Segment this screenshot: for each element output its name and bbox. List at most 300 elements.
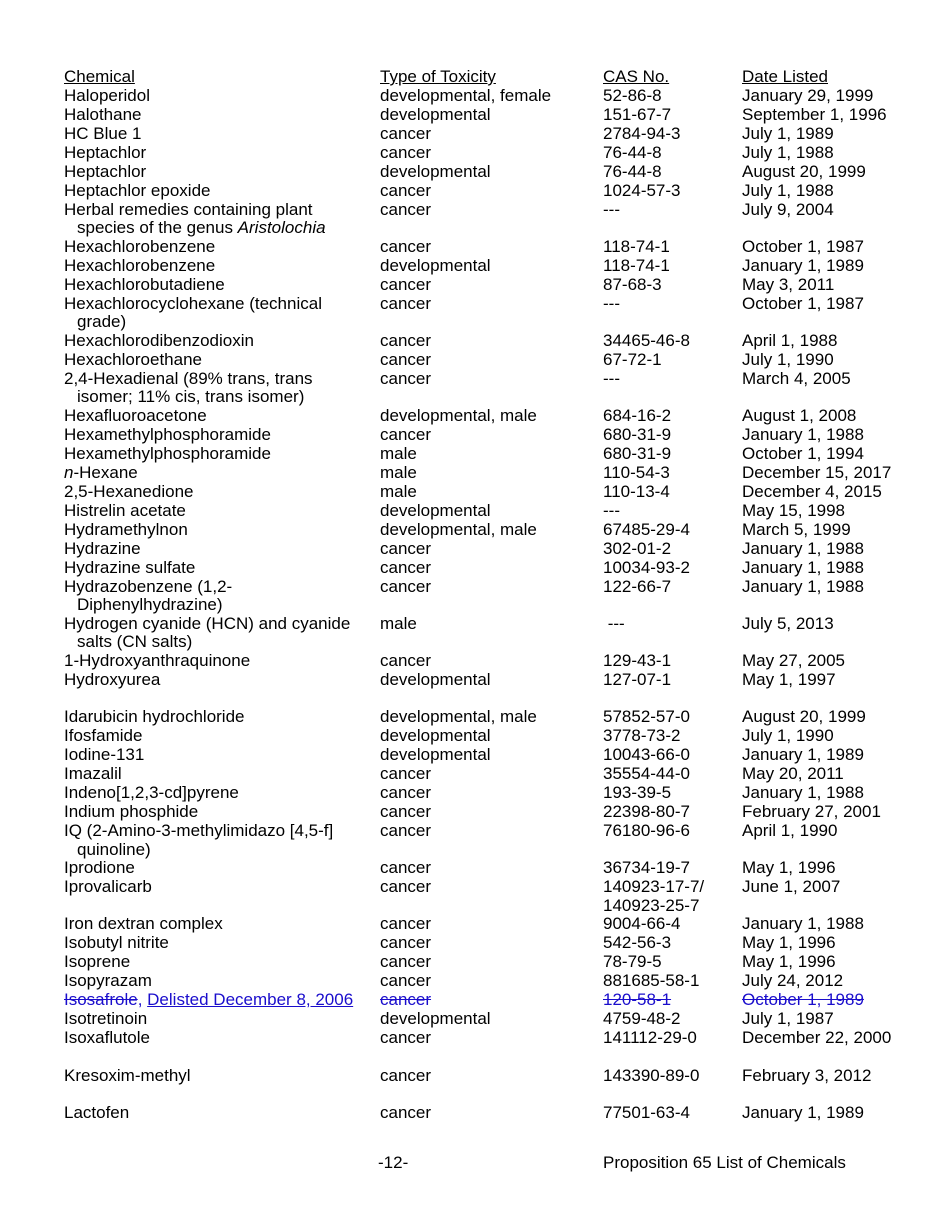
chemical-name: [64, 483, 364, 502]
toxicity-type: cancer: [380, 764, 432, 784]
table-row: [64, 578, 924, 615]
page-number: -12-: [378, 1153, 409, 1172]
chemical-name: [64, 708, 364, 727]
cas-number: [603, 144, 662, 163]
chemical-name-text: [64, 746, 364, 765]
cas-number-text: 2784-94-3: [603, 123, 681, 143]
toxicity-type: male: [380, 481, 417, 501]
date-listed: July 1, 1987: [742, 1009, 834, 1029]
toxicity-type: cancer: [380, 576, 432, 596]
cas-number: [603, 765, 690, 784]
cas-number: [603, 878, 704, 915]
chemical-name-text: [64, 464, 364, 483]
table-row: [64, 727, 924, 746]
date-listed: August 20, 1999: [742, 707, 866, 727]
table-row: [64, 615, 924, 652]
date-listed: December 15, 2017: [742, 462, 892, 482]
chemical-name: [64, 464, 364, 483]
cas-number-text: 302-01-2: [603, 538, 672, 558]
chemical-name: [64, 953, 364, 972]
chemical-name-text: [64, 521, 364, 540]
toxicity-type: cancer: [380, 330, 432, 350]
table-row: [64, 934, 924, 953]
date-listed: December 22, 2000: [742, 1028, 892, 1048]
table-row: [64, 991, 924, 1010]
chemical-name-text: [64, 502, 364, 521]
chemical-name: [64, 934, 364, 953]
cas-number: [603, 803, 690, 822]
cas-number: [603, 464, 670, 483]
cas-number-text: 35554-44-0: [603, 764, 690, 784]
table-row: [64, 803, 924, 822]
table-row: [64, 351, 924, 370]
date-listed: August 20, 1999: [742, 161, 866, 181]
date-listed: January 1, 1988: [742, 914, 864, 934]
date-listed: July 24, 2012: [742, 971, 844, 991]
cas-number: [603, 859, 690, 878]
cas-number: [603, 540, 671, 559]
chemical-name-main: Iron dextran complex: [64, 914, 223, 934]
table-row: [64, 182, 924, 201]
chemical-name-main: Histrelin acetate: [64, 500, 186, 520]
chemical-name-main: Idarubicin hydrochloride: [64, 707, 245, 727]
header-type-of-toxicity: Type of Toxicity: [380, 67, 496, 86]
table-row: [64, 426, 924, 445]
cas-number: [603, 578, 671, 597]
date-listed: January 1, 1988: [742, 424, 864, 444]
toxicity-type: cancer: [380, 180, 432, 200]
chemical-name-main: Hexachlorobutadiene: [64, 274, 225, 294]
date-listed: October 1, 1989: [742, 990, 864, 1010]
chemical-name-main: Hydrogen cyanide (HCN) and cyanide salts (CN salts): [64, 613, 351, 652]
chemical-name: [64, 201, 364, 238]
chemical-name: [64, 559, 364, 578]
delisted-chemical-name: Isosafrole: [64, 990, 138, 1010]
date-listed: May 1, 1996: [742, 858, 836, 878]
chemical-name-text: [64, 276, 364, 295]
toxicity-type: developmental: [380, 500, 491, 520]
toxicity-type: cancer: [380, 933, 432, 953]
toxicity-type: cancer: [380, 142, 432, 162]
chemical-name-main: Kresoxim-methyl: [64, 1065, 191, 1085]
cas-number: [603, 521, 690, 540]
chemical-name-text: [64, 351, 364, 370]
table-row: [64, 464, 924, 483]
toxicity-type: developmental: [380, 669, 491, 689]
cas-number-text: 143390-89-0: [603, 1065, 700, 1085]
date-listed: July 1, 1988: [742, 142, 834, 162]
toxicity-type: developmental, female: [380, 85, 552, 105]
chemical-name: [64, 1104, 364, 1123]
table-row: [64, 483, 924, 502]
chemical-name: [64, 615, 364, 652]
date-listed: May 3, 2011: [742, 274, 835, 294]
cas-number-text: 1024-57-3: [603, 180, 681, 200]
chemical-name: [64, 445, 364, 464]
cas-number: [603, 332, 690, 351]
chemical-name-main: Imazalil: [64, 764, 122, 784]
header-chemical: Chemical: [64, 67, 135, 86]
chemical-name-text: [64, 972, 364, 991]
toxicity-type: cancer: [380, 349, 432, 369]
chemical-name-text: [64, 615, 364, 652]
table-row: [64, 1104, 924, 1123]
toxicity-type: male: [380, 462, 417, 482]
cas-number-text: 193-39-5: [603, 783, 672, 803]
chemical-name: [64, 144, 364, 163]
cas-number-text: 680-31-9: [603, 443, 672, 463]
cas-number-text: ---: [603, 500, 620, 520]
chemical-name: [64, 652, 364, 671]
cas-number: [603, 991, 671, 1010]
toxicity-type: cancer: [380, 971, 432, 991]
chemical-name: [64, 822, 364, 859]
date-listed: July 9, 2004: [742, 199, 834, 219]
cas-number: [603, 502, 620, 521]
chemical-name-main: Hydrazine sulfate: [64, 557, 196, 577]
cas-number-text: 118-74-1: [603, 255, 670, 275]
table-row: [64, 332, 924, 351]
chemical-name-text: [64, 671, 364, 690]
chemical-name: [64, 765, 364, 784]
chemical-name-text: [64, 370, 364, 407]
cas-number-text: 34465-46-8: [603, 330, 690, 350]
chemical-name-main: Iprovalicarb: [64, 877, 152, 897]
chemical-name-main: 2,5-Hexanedione: [64, 481, 194, 501]
cas-number: [603, 106, 671, 125]
chemical-name-text: [64, 483, 364, 502]
chemical-name: [64, 238, 364, 257]
chemical-name-main: Ifosfamide: [64, 726, 143, 746]
chemical-name: [64, 1029, 364, 1048]
chemical-name-text: [64, 257, 364, 276]
table-row: [64, 445, 924, 464]
header-cas-no: CAS No.: [603, 67, 670, 86]
chemical-name-text: [64, 784, 364, 803]
cas-number: [603, 426, 671, 445]
chemical-name: [64, 540, 364, 559]
cas-number-text: 680-31-9: [603, 424, 672, 444]
cas-number: [603, 784, 671, 803]
date-listed: July 1, 1990: [742, 726, 834, 746]
table-row: [64, 822, 924, 859]
table-row: [64, 276, 924, 295]
chemical-name-text: [64, 878, 364, 897]
date-listed: October 1, 1987: [742, 293, 864, 313]
chemical-name-main: Iprodione: [64, 858, 135, 878]
cas-number-text: 110-54-3: [603, 462, 670, 482]
chemical-name: [64, 1010, 364, 1029]
cas-number: [603, 1104, 690, 1123]
toxicity-type: cancer: [380, 123, 432, 143]
chemical-name: [64, 426, 364, 445]
chemical-name: [64, 521, 364, 540]
chemical-name: [64, 578, 364, 615]
chemical-name: [64, 859, 364, 878]
table-row: [64, 106, 924, 125]
date-listed: May 1, 1997: [742, 669, 836, 689]
toxicity-type: cancer: [380, 1065, 432, 1085]
chemical-name-text: [64, 426, 364, 445]
chemical-name: [64, 407, 364, 426]
cas-number: [603, 1067, 699, 1086]
chemical-name: [64, 915, 364, 934]
chemical-name-text: [64, 859, 364, 878]
chemical-name-main: Hexachlorobenzene: [64, 255, 216, 275]
chemical-name-main: Hydroxyurea: [64, 669, 161, 689]
toxicity-type: developmental: [380, 726, 491, 746]
chemical-name: [64, 295, 364, 332]
date-listed: January 1, 1988: [742, 576, 864, 596]
date-listed: May 1, 1996: [742, 933, 836, 953]
cas-number-text: 76180-96-6: [603, 821, 690, 841]
document-title: Proposition 65 List of Chemicals: [603, 1153, 846, 1172]
table-row: [64, 407, 924, 426]
cas-number-text: ---: [603, 613, 625, 633]
table-row: [64, 878, 924, 915]
cas-number: [603, 1029, 697, 1048]
header-date-listed: Date Listed: [742, 67, 828, 86]
toxicity-type: male: [380, 443, 417, 463]
chemical-name-text: [64, 953, 364, 972]
table-row: [64, 238, 924, 257]
toxicity-type: cancer: [380, 274, 432, 294]
date-listed: October 1, 1987: [742, 236, 864, 256]
toxicity-type: developmental, male: [380, 519, 537, 539]
chemical-name-text: [64, 295, 364, 332]
chemical-name-main: Haloperidol: [64, 85, 150, 105]
cas-number-secondary: 140923-25-7: [603, 895, 700, 915]
chemical-name: [64, 803, 364, 822]
cas-number: [603, 483, 670, 502]
table-row: [64, 559, 924, 578]
chemical-name-text: [64, 125, 364, 144]
cas-number: [603, 822, 690, 841]
date-listed: May 27, 2005: [742, 650, 846, 670]
chemical-name-text: [64, 445, 364, 464]
chemical-name: [64, 1067, 364, 1086]
chemical-name-main: Hydrazine: [64, 538, 141, 558]
date-listed: January 1, 1988: [742, 557, 864, 577]
toxicity-type: cancer: [380, 368, 432, 388]
chemical-name-main: Isotretinoin: [64, 1009, 148, 1029]
chemical-name: [64, 878, 364, 897]
cas-number-text: 87-68-3: [603, 274, 662, 294]
toxicity-type: cancer: [380, 802, 432, 822]
table-row: [64, 125, 924, 144]
cas-number-text: 141112-29-0: [603, 1028, 697, 1048]
chemical-name-text: [64, 934, 364, 953]
chemical-name-main: Hexafluoroacetone: [64, 405, 207, 425]
cas-number-text: 9004-66-4: [603, 914, 681, 934]
chemical-name-text: [64, 540, 364, 559]
chemical-name-main: Hexachlorocyclohexane (technical grade): [64, 293, 322, 332]
date-listed: February 27, 2001: [742, 802, 881, 822]
cas-number-text: 36734-19-7: [603, 858, 690, 878]
toxicity-type: cancer: [380, 293, 432, 313]
chemical-name-main: Isoxaflutole: [64, 1028, 150, 1048]
chemical-name-main: IQ (2-Amino-3-methylimidazo [4,5-f] quinoline): [64, 821, 334, 859]
chemical-name-main: -Hexane: [73, 462, 138, 482]
toxicity-type: male: [380, 613, 417, 633]
chemical-name-main: 2,4-Hexadienal (89% trans, trans isomer; 11% cis, trans isomer): [64, 368, 313, 407]
chemical-name-main: Hexachloroethane: [64, 349, 202, 369]
chemical-name-main: Heptachlor epoxide: [64, 180, 211, 200]
date-listed: October 1, 1994: [742, 443, 864, 463]
cas-number-text: 129-43-1: [603, 650, 672, 670]
table-row: [64, 540, 924, 559]
cas-number-text: ---: [603, 368, 620, 388]
date-listed: July 1, 1989: [742, 123, 834, 143]
date-listed: July 5, 2013: [742, 613, 834, 633]
toxicity-type: cancer: [380, 236, 432, 256]
table-row: [64, 502, 924, 521]
table-row: [64, 295, 924, 332]
table-row: [64, 972, 924, 991]
chemical-name-text: [64, 559, 364, 578]
chemical-name-text: [64, 652, 364, 671]
cas-number: [603, 746, 690, 765]
cas-number: [603, 182, 681, 201]
chemical-list-page: [64, 68, 924, 1123]
date-listed: July 1, 1990: [742, 349, 834, 369]
chemical-table-body: [64, 87, 924, 1124]
table-row: [64, 144, 924, 163]
chemical-name: [64, 332, 364, 351]
table-row: [64, 1029, 924, 1048]
chemical-name: [64, 991, 364, 1010]
chemical-name: [64, 163, 364, 182]
cas-number: [603, 652, 671, 671]
chemical-name-text: [64, 106, 364, 125]
date-listed: May 15, 1998: [742, 500, 846, 520]
table-row: [64, 652, 924, 671]
date-listed: March 5, 1999: [742, 519, 851, 539]
table-header: [64, 68, 924, 87]
toxicity-type: developmental: [380, 104, 491, 124]
chemical-name-main: Hexamethylphosphoramide: [64, 424, 271, 444]
table-row: [64, 201, 924, 238]
toxicity-type: cancer: [380, 914, 432, 934]
chemical-name-text: [64, 87, 364, 106]
table-row: [64, 257, 924, 276]
cas-number: [603, 201, 620, 220]
cas-number-text: 10034-93-2: [603, 557, 690, 577]
toxicity-type: cancer: [380, 1028, 432, 1048]
cas-number-text: 3778-73-2: [603, 726, 681, 746]
chemical-name-text: [64, 1067, 364, 1086]
toxicity-type: developmental, male: [380, 707, 537, 727]
chemical-name-text: [64, 915, 364, 934]
cas-number-text: 151-67-7: [603, 104, 672, 124]
cas-number: [603, 407, 671, 426]
cas-number-text: 684-16-2: [603, 405, 672, 425]
chemical-name-main: Indium phosphide: [64, 802, 199, 822]
date-listed: January 1, 1989: [742, 1103, 864, 1123]
date-listed: January 29, 1999: [742, 85, 874, 105]
cas-number-text: 122-66-7: [603, 576, 672, 596]
chemical-name-text: [64, 578, 364, 615]
cas-number: [603, 370, 620, 389]
chemical-name-text: [64, 201, 364, 238]
cas-number: [603, 915, 681, 934]
chemical-name-main: Hexachlorobenzene: [64, 236, 216, 256]
cas-number: [603, 445, 671, 464]
cas-number-text: 57852-57-0: [603, 707, 690, 727]
table-row: [64, 521, 924, 540]
cas-number-text: 127-07-1: [603, 669, 672, 689]
chemical-name-text: [64, 163, 364, 182]
table-row: [64, 163, 924, 182]
cas-number-text: 52-86-8: [603, 85, 662, 105]
cas-number-text: 110-13-4: [603, 481, 670, 501]
chemical-name-text: [64, 144, 364, 163]
chemical-name-main: Isoprene: [64, 952, 131, 972]
table-row: [64, 370, 924, 407]
chemical-name-main: Isopyrazam: [64, 971, 152, 991]
cas-number: [603, 615, 625, 634]
chemical-name-text: [64, 407, 364, 426]
date-listed: April 1, 1988: [742, 330, 838, 350]
cas-number-text: ---: [603, 199, 620, 219]
toxicity-type: cancer: [380, 783, 432, 803]
date-listed: March 4, 2005: [742, 368, 851, 388]
date-listed: August 1, 2008: [742, 405, 857, 425]
cas-number-text: 542-56-3: [603, 933, 672, 953]
toxicity-type: developmental: [380, 745, 491, 765]
chemical-name: [64, 87, 364, 106]
cas-number: [603, 708, 690, 727]
cas-number: [603, 934, 671, 953]
cas-number: [603, 351, 662, 370]
chemical-italic-prefix: n: [64, 462, 74, 482]
chemical-name-text: [64, 727, 364, 746]
cas-number: [603, 559, 690, 578]
chemical-name-text: [64, 1104, 364, 1123]
toxicity-type: developmental: [380, 1009, 491, 1029]
chemical-name: [64, 784, 364, 803]
chemical-name-text: [64, 822, 364, 859]
cas-number: [603, 257, 670, 276]
chemical-name: [64, 746, 364, 765]
chemical-name: [64, 257, 364, 276]
chemical-name-main: Halothane: [64, 104, 142, 124]
date-listed: June 1, 2007: [742, 877, 841, 897]
cas-number-text: 140923-17-7/: [603, 877, 705, 897]
chemical-name-text: [64, 238, 364, 257]
date-listed: April 1, 1990: [742, 821, 838, 841]
table-row: [64, 859, 924, 878]
cas-number: [603, 276, 662, 295]
cas-number-text: 78-79-5: [603, 952, 662, 972]
table-row: [64, 1010, 924, 1029]
chemical-name-text: [64, 1029, 364, 1048]
chemical-name-text: [64, 765, 364, 784]
cas-number-text: 76-44-8: [603, 142, 662, 162]
date-listed: May 1, 1996: [742, 952, 836, 972]
toxicity-type: cancer: [380, 821, 432, 841]
cas-number-text: 22398-80-7: [603, 802, 690, 822]
chemical-name: [64, 182, 364, 201]
cas-number: [603, 1010, 681, 1029]
chemical-name-text: [64, 708, 364, 727]
chemical-name-main: Hexamethylphosphoramide: [64, 443, 271, 463]
date-listed: January 1, 1989: [742, 745, 864, 765]
chemical-name-text: Isosafrole, Delisted December 8, 2006: [64, 990, 354, 1010]
toxicity-type: cancer: [380, 952, 432, 972]
chemical-name: [64, 276, 364, 295]
delisted-note-link[interactable]: Delisted December 8, 2006: [147, 990, 354, 1010]
